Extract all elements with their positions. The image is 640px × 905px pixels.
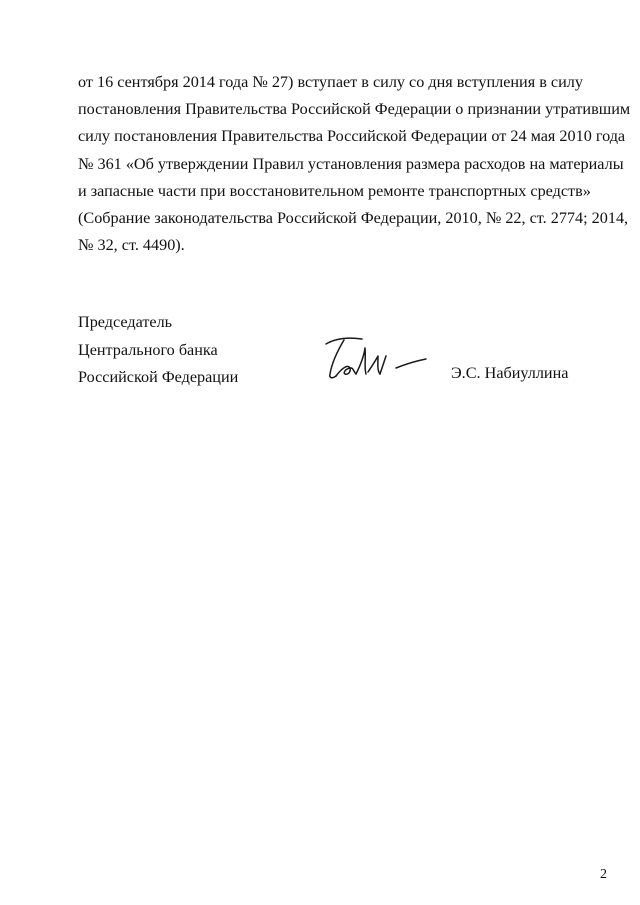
handwritten-signature [318, 334, 430, 384]
signer-name: Э.С. Набиуллина [451, 364, 569, 382]
body-line: (Собрание законодательства Российской Федерации, 2010, № 22, ст. 2774; 2014, [78, 209, 629, 228]
body-line: силу постановления Правительства Российской Федерации от 24 мая 2010 года [78, 127, 626, 146]
signatory-title-line: Центрального банка [78, 340, 218, 359]
body-line: № 361 «Об утверждении Правил установления размера расходов на материалы [78, 154, 624, 173]
signatory-title [78, 309, 298, 392]
body-line: от 16 сентября 2014 года № 27) вступает в силу со дня вступления в силу [78, 73, 583, 91]
signatory-title-line: Председатель [78, 313, 173, 331]
body-line: № 32, ст. 4490). [78, 236, 185, 255]
body-paragraph [78, 69, 631, 259]
signatory-title-line: Российской Федерации [78, 368, 239, 387]
body-line: постановления Правительства Российской Федерации о признании утратившим [78, 100, 631, 119]
page-number: 2 [600, 867, 607, 882]
body-line: и запасные части при восстановительном ремонте транспортных средств» [78, 181, 591, 200]
